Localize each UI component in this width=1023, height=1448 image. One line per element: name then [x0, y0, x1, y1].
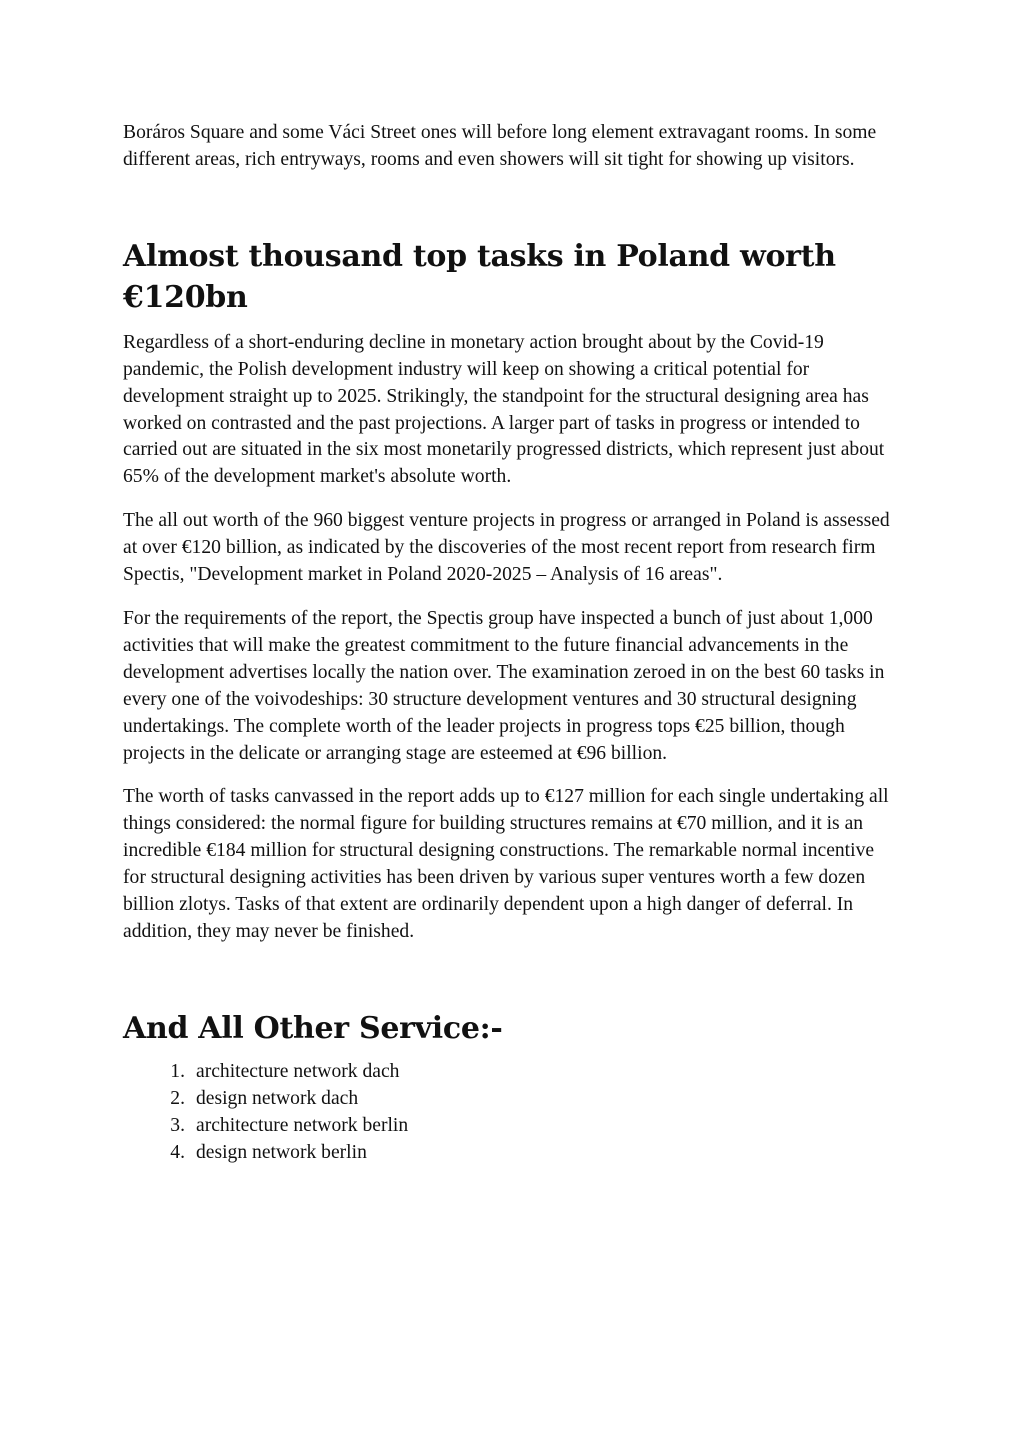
list-item-label: design network dach — [196, 1087, 359, 1109]
section-heading-poland: Almost thousand top tasks in Poland worth €120bn — [123, 238, 836, 315]
list-item-number: 3. — [170, 1114, 185, 1136]
services-list — [123, 1059, 901, 1167]
list-item-label: architecture network berlin — [196, 1114, 409, 1136]
list-item-label: design network berlin — [196, 1141, 367, 1163]
section-heading-services: And All Other Service:- — [123, 1010, 503, 1046]
list-item — [123, 1113, 901, 1140]
list-item-label: architecture network dach — [196, 1060, 400, 1082]
list-item — [123, 1086, 901, 1113]
list-item-number: 1. — [170, 1060, 185, 1082]
list-item-number: 4. — [170, 1141, 185, 1163]
paragraph-3: For the requirements of the report, the Spectis group have inspected a bunch of just about 1,000 activities that will make the greatest commitment to the future financial advancements in the development advertises locally the nation over. The examination zeroed in on the best 60 tasks in every one of the voivodeships: 30 structure development ventures and 30 structural designing undertakings. The complete worth of the leader projects in progress tops €25 billion, though projects in the delicate or arranging stage are esteemed at €96 billion. — [123, 607, 885, 764]
paragraph-1: Regardless of a short-enduring decline in monetary action brought about by the Covid-19 pandemic, the Polish development industry will keep on showing a critical potential for development straight up to 2025. Strikingly, the standpoint for the structural designing area has worked on contrasted and the past projections. A larger part of tasks in progress or intended to carried out are situated in the six most monetarily progressed districts, which represent just about 65% of the development market's absolute worth. — [123, 331, 885, 488]
document-page — [123, 120, 901, 1166]
paragraph-2: The all out worth of the 960 biggest venture projects in progress or arranged in Poland is assessed at over €120 billion, as indicated by the discoveries of the most recent report from research firm Spectis, "Development market in Poland 2020-2025 – Analysis of 16 areas". — [123, 510, 890, 586]
list-item — [123, 1059, 901, 1086]
list-item-number: 2. — [170, 1087, 185, 1109]
list-item — [123, 1140, 901, 1167]
intro-paragraph: Boráros Square and some Váci Street ones will before long element extravagant rooms. In some different areas, rich entryways, rooms and even showers will sit tight for showing up visitors. — [123, 122, 877, 170]
paragraph-4: The worth of tasks canvassed in the report adds up to €127 million for each single undertaking all things considered: the normal figure for building structures remains at €70 million, and it is an incredible €184 million for structural designing constructions. The remarkable normal incentive for structural designing activities has been driven by various super ventures worth a few dozen billion zlotys. Tasks of that extent are ordinarily dependent upon a high danger of deferral. In addition, they may never be finished. — [123, 786, 889, 942]
